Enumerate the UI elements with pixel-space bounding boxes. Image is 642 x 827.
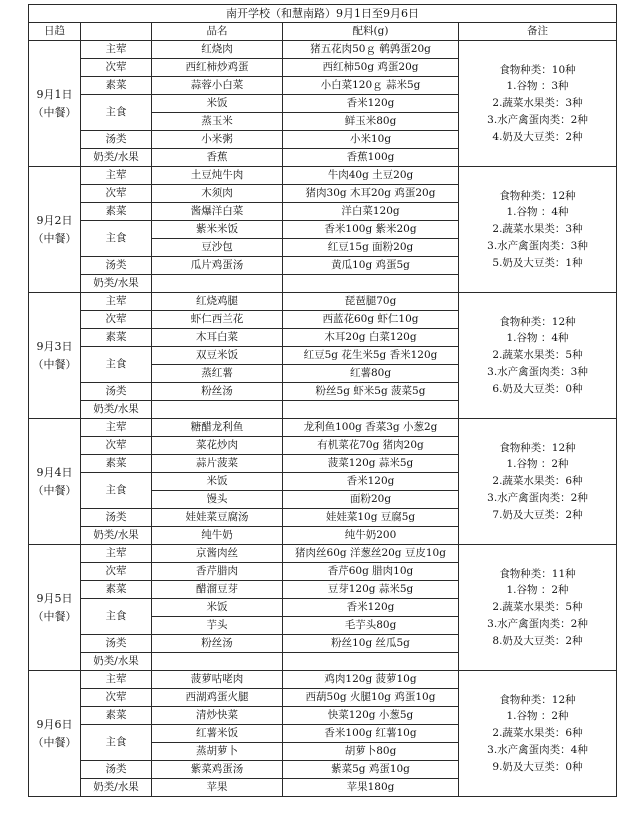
note-line: 食物种类：10种 [499,63,576,76]
dish-category: 主食 [81,221,152,257]
dish-name: 蒜片菠菜 [152,455,283,473]
dish-name [152,401,283,419]
dish-ingredients: 西蓝花60g 虾仁10g [283,311,459,329]
dish-category: 次荤 [81,59,152,77]
dish-name: 红烧鸡腿 [152,293,283,311]
dish-ingredients: 洋白菜120g [283,203,459,221]
dish-name: 米饭 [152,599,283,617]
weekly-menu-table [28,4,617,797]
dish-category: 次荤 [81,437,152,455]
dish-ingredients: 猪肉丝60g 洋葱丝20g 豆皮10g [283,545,459,563]
dish-category: 奶类/水果 [81,149,152,167]
dish-ingredients [283,653,459,671]
note-line: 1.谷物 ：2种 [506,458,569,471]
dish-category: 素菜 [81,581,152,599]
dish-ingredients: 牛肉40g 土豆20g [283,167,459,185]
dish-name: 蒸胡萝卜 [152,743,283,761]
dish-category: 主荤 [81,545,152,563]
dish-ingredients [283,401,459,419]
dish-ingredients: 香米100g 紫米20g [283,221,459,239]
header-row [29,23,617,41]
dish-ingredients: 猪肉30g 木耳20g 鸡蛋20g [283,185,459,203]
header-ingredients: 配料(g) [283,23,459,41]
dish-ingredients: 西红柿50g 鸡蛋20g [283,59,459,77]
day-cell [29,671,81,797]
note-line: 3.水产禽蛋肉类：4种 [487,743,588,756]
dish-name: 小米粥 [152,131,283,149]
dish-category: 次荤 [81,689,152,707]
dish-category: 汤类 [81,635,152,653]
dish-ingredients: 琵琶腿70g [283,293,459,311]
dish-name [152,275,283,293]
dish-category: 奶类/水果 [81,527,152,545]
dish-category: 主食 [81,347,152,383]
dish-name: 双豆米饭 [152,347,283,365]
dish-name: 虾仁西兰花 [152,311,283,329]
dish-ingredients: 龙利鱼100g 香菜3g 小葱2g [283,419,459,437]
dish-ingredients: 鲜玉米80g [283,113,459,131]
dish-ingredients: 香米120g [283,95,459,113]
dish-category: 奶类/水果 [81,401,152,419]
header-date: 日趋 [29,23,81,41]
dish-ingredients: 纯牛奶200 [283,527,459,545]
note-line: 1.谷物 ：4种 [506,206,569,219]
dish-ingredients: 菠菜120g 蒜米5g [283,455,459,473]
dish-name: 纯牛奶 [152,527,283,545]
day-meal: （中餐） [32,483,77,497]
note-line: 5.奶及大豆类：1种 [492,256,583,269]
menu-row [29,167,617,185]
dish-name: 苹果 [152,779,283,797]
nutrition-notes [459,545,617,671]
dish-ingredients: 娃娃菜10g 豆腐5g [283,509,459,527]
dish-ingredients: 豆芽120g 蒜米5g [283,581,459,599]
nutrition-notes [459,41,617,167]
dish-ingredients: 香米120g [283,473,459,491]
dish-ingredients: 黄瓜10g 鸡蛋5g [283,257,459,275]
dish-category: 主食 [81,725,152,761]
day-date: 9月3日 [36,340,73,354]
header-category [81,23,152,41]
note-line: 1.谷物 ：4种 [506,332,569,345]
note-line: 1.谷物 ：2种 [506,710,569,723]
dish-name: 京酱肉丝 [152,545,283,563]
dish-name: 香芹腊肉 [152,563,283,581]
note-line: 2.蔬菜水果类：5种 [492,601,583,614]
dish-category: 次荤 [81,563,152,581]
dish-ingredients: 苹果180g [283,779,459,797]
dish-category: 素菜 [81,77,152,95]
dish-category: 汤类 [81,383,152,401]
dish-category: 汤类 [81,761,152,779]
dish-category: 主荤 [81,293,152,311]
dish-ingredients: 小米10g [283,131,459,149]
dish-ingredients [283,275,459,293]
dish-ingredients: 快菜120g 小葱5g [283,707,459,725]
dish-name: 紫米米饭 [152,221,283,239]
dish-ingredients: 毛芋头80g [283,617,459,635]
note-line: 4.奶及大豆类：2种 [492,130,583,143]
dish-name: 土豆炖牛肉 [152,167,283,185]
dish-ingredients: 香芹60g 腊肉10g [283,563,459,581]
header-notes: 备注 [459,23,617,41]
note-line: 食物种类：12种 [499,315,576,328]
dish-category: 次荤 [81,311,152,329]
dish-name: 粉丝汤 [152,635,283,653]
menu-row [29,545,617,563]
dish-name: 豆沙包 [152,239,283,257]
dish-ingredients: 面粉20g [283,491,459,509]
dish-name: 香蕉 [152,149,283,167]
note-line: 3.水产禽蛋肉类：2种 [487,491,588,504]
dish-name: 醋溜豆芽 [152,581,283,599]
dish-name: 芋头 [152,617,283,635]
dish-ingredients: 木耳20g 白菜120g [283,329,459,347]
dish-ingredients: 猪五花肉50ｇ 鹌鹑蛋20g [283,41,459,59]
dish-name: 紫菜鸡蛋汤 [152,761,283,779]
dish-name: 西湖鸡蛋火腿 [152,689,283,707]
note-line: 2.蔬菜水果类：6种 [492,475,583,488]
day-meal: （中餐） [32,609,77,623]
day-date: 9月5日 [36,592,73,606]
dish-ingredients: 香米120g [283,599,459,617]
dish-category: 素菜 [81,203,152,221]
day-cell [29,545,81,671]
dish-category: 次荤 [81,185,152,203]
dish-ingredients: 小白菜120ｇ 蒜米5g [283,77,459,95]
dish-category: 奶类/水果 [81,779,152,797]
note-line: 食物种类：12种 [499,189,576,202]
dish-ingredients: 粉丝5g 虾米5g 菠菜5g [283,383,459,401]
dish-ingredients: 胡萝卜80g [283,743,459,761]
dish-ingredients: 紫菜5g 鸡蛋10g [283,761,459,779]
note-line: 8.奶及大豆类：2种 [492,634,583,647]
dish-ingredients: 有机菜花70g 猪肉20g [283,437,459,455]
dish-category: 主食 [81,473,152,509]
dish-name: 娃娃菜豆腐汤 [152,509,283,527]
day-date: 9月2日 [36,214,73,228]
dish-category: 主荤 [81,41,152,59]
dish-name: 西红柿炒鸡蛋 [152,59,283,77]
note-line: 6.奶及大豆类：0种 [492,382,583,395]
note-line: 2.蔬菜水果类：6种 [492,727,583,740]
dish-name: 菠萝咕咾肉 [152,671,283,689]
dish-category: 汤类 [81,131,152,149]
menu-row [29,419,617,437]
day-cell [29,167,81,293]
dish-category: 主荤 [81,167,152,185]
dish-name: 酱爆洋白菜 [152,203,283,221]
note-line: 1.谷物 ：2种 [506,584,569,597]
dish-category: 汤类 [81,509,152,527]
dish-ingredients: 香米100g 红薯10g [283,725,459,743]
note-line: 食物种类：12种 [499,441,576,454]
dish-ingredients: 红豆5g 花生米5g 香米120g [283,347,459,365]
menu-table-body [29,5,617,797]
note-line: 食物种类：11种 [499,567,576,580]
dish-name: 木耳白菜 [152,329,283,347]
dish-name: 米饭 [152,473,283,491]
dish-name: 蒸红薯 [152,365,283,383]
menu-row [29,671,617,689]
note-line: 3.水产禽蛋肉类：3种 [487,365,588,378]
day-meal: （中餐） [32,105,77,119]
note-line: 1.谷物 ：3种 [506,80,569,93]
note-line: 2.蔬菜水果类：3种 [492,97,583,110]
dish-name: 蒸玉米 [152,113,283,131]
nutrition-notes [459,419,617,545]
dish-ingredients: 红薯80g [283,365,459,383]
nutrition-notes [459,293,617,419]
dish-name: 红烧肉 [152,41,283,59]
day-meal: （中餐） [32,735,77,749]
dish-name: 红薯米饭 [152,725,283,743]
day-cell [29,293,81,419]
dish-name: 木须肉 [152,185,283,203]
menu-row [29,293,617,311]
note-line: 9.奶及大豆类：0种 [492,760,583,773]
dish-name: 蒜蓉小白菜 [152,77,283,95]
day-cell [29,419,81,545]
note-line: 3.水产禽蛋肉类：2种 [487,113,588,126]
nutrition-notes [459,671,617,797]
day-meal: （中餐） [32,231,77,245]
dish-ingredients: 红豆15g 面粉20g [283,239,459,257]
dish-name [152,653,283,671]
dish-category: 奶类/水果 [81,653,152,671]
note-line: 2.蔬菜水果类：5种 [492,349,583,362]
dish-category: 素菜 [81,455,152,473]
dish-category: 主食 [81,95,152,131]
dish-category: 主食 [81,599,152,635]
day-meal: （中餐） [32,357,77,371]
dish-category: 奶类/水果 [81,275,152,293]
menu-row [29,41,617,59]
dish-category: 汤类 [81,257,152,275]
note-line: 3.水产禽蛋肉类：2种 [487,617,588,630]
dish-name: 清炒快菜 [152,707,283,725]
nutrition-notes [459,167,617,293]
day-cell [29,41,81,167]
dish-category: 素菜 [81,707,152,725]
note-line: 2.蔬菜水果类：3种 [492,223,583,236]
day-date: 9月4日 [36,466,73,480]
dish-category: 主荤 [81,419,152,437]
dish-ingredients: 香蕉100g [283,149,459,167]
note-line: 食物种类：12种 [499,693,576,706]
header-dish-name: 品名 [152,23,283,41]
note-line: 7.奶及大豆类：2种 [492,508,583,521]
dish-ingredients: 西葫50g 火腿10g 鸡蛋10g [283,689,459,707]
dish-ingredients: 粉丝10g 丝瓜5g [283,635,459,653]
dish-ingredients: 鸡肉120g 菠萝10g [283,671,459,689]
day-date: 9月6日 [36,718,73,732]
dish-name: 菜花炒肉 [152,437,283,455]
note-line: 3.水产禽蛋肉类：3种 [487,239,588,252]
dish-category: 素菜 [81,329,152,347]
dish-name: 米饭 [152,95,283,113]
dish-category: 主荤 [81,671,152,689]
dish-name: 馒头 [152,491,283,509]
title-row [29,5,617,23]
dish-name: 瓜片鸡蛋汤 [152,257,283,275]
dish-name: 糖醋龙利鱼 [152,419,283,437]
dish-name: 粉丝汤 [152,383,283,401]
day-date: 9月1日 [36,88,73,102]
menu-title: 南开学校（和慧南路）9月1日至9月6日 [29,5,617,23]
